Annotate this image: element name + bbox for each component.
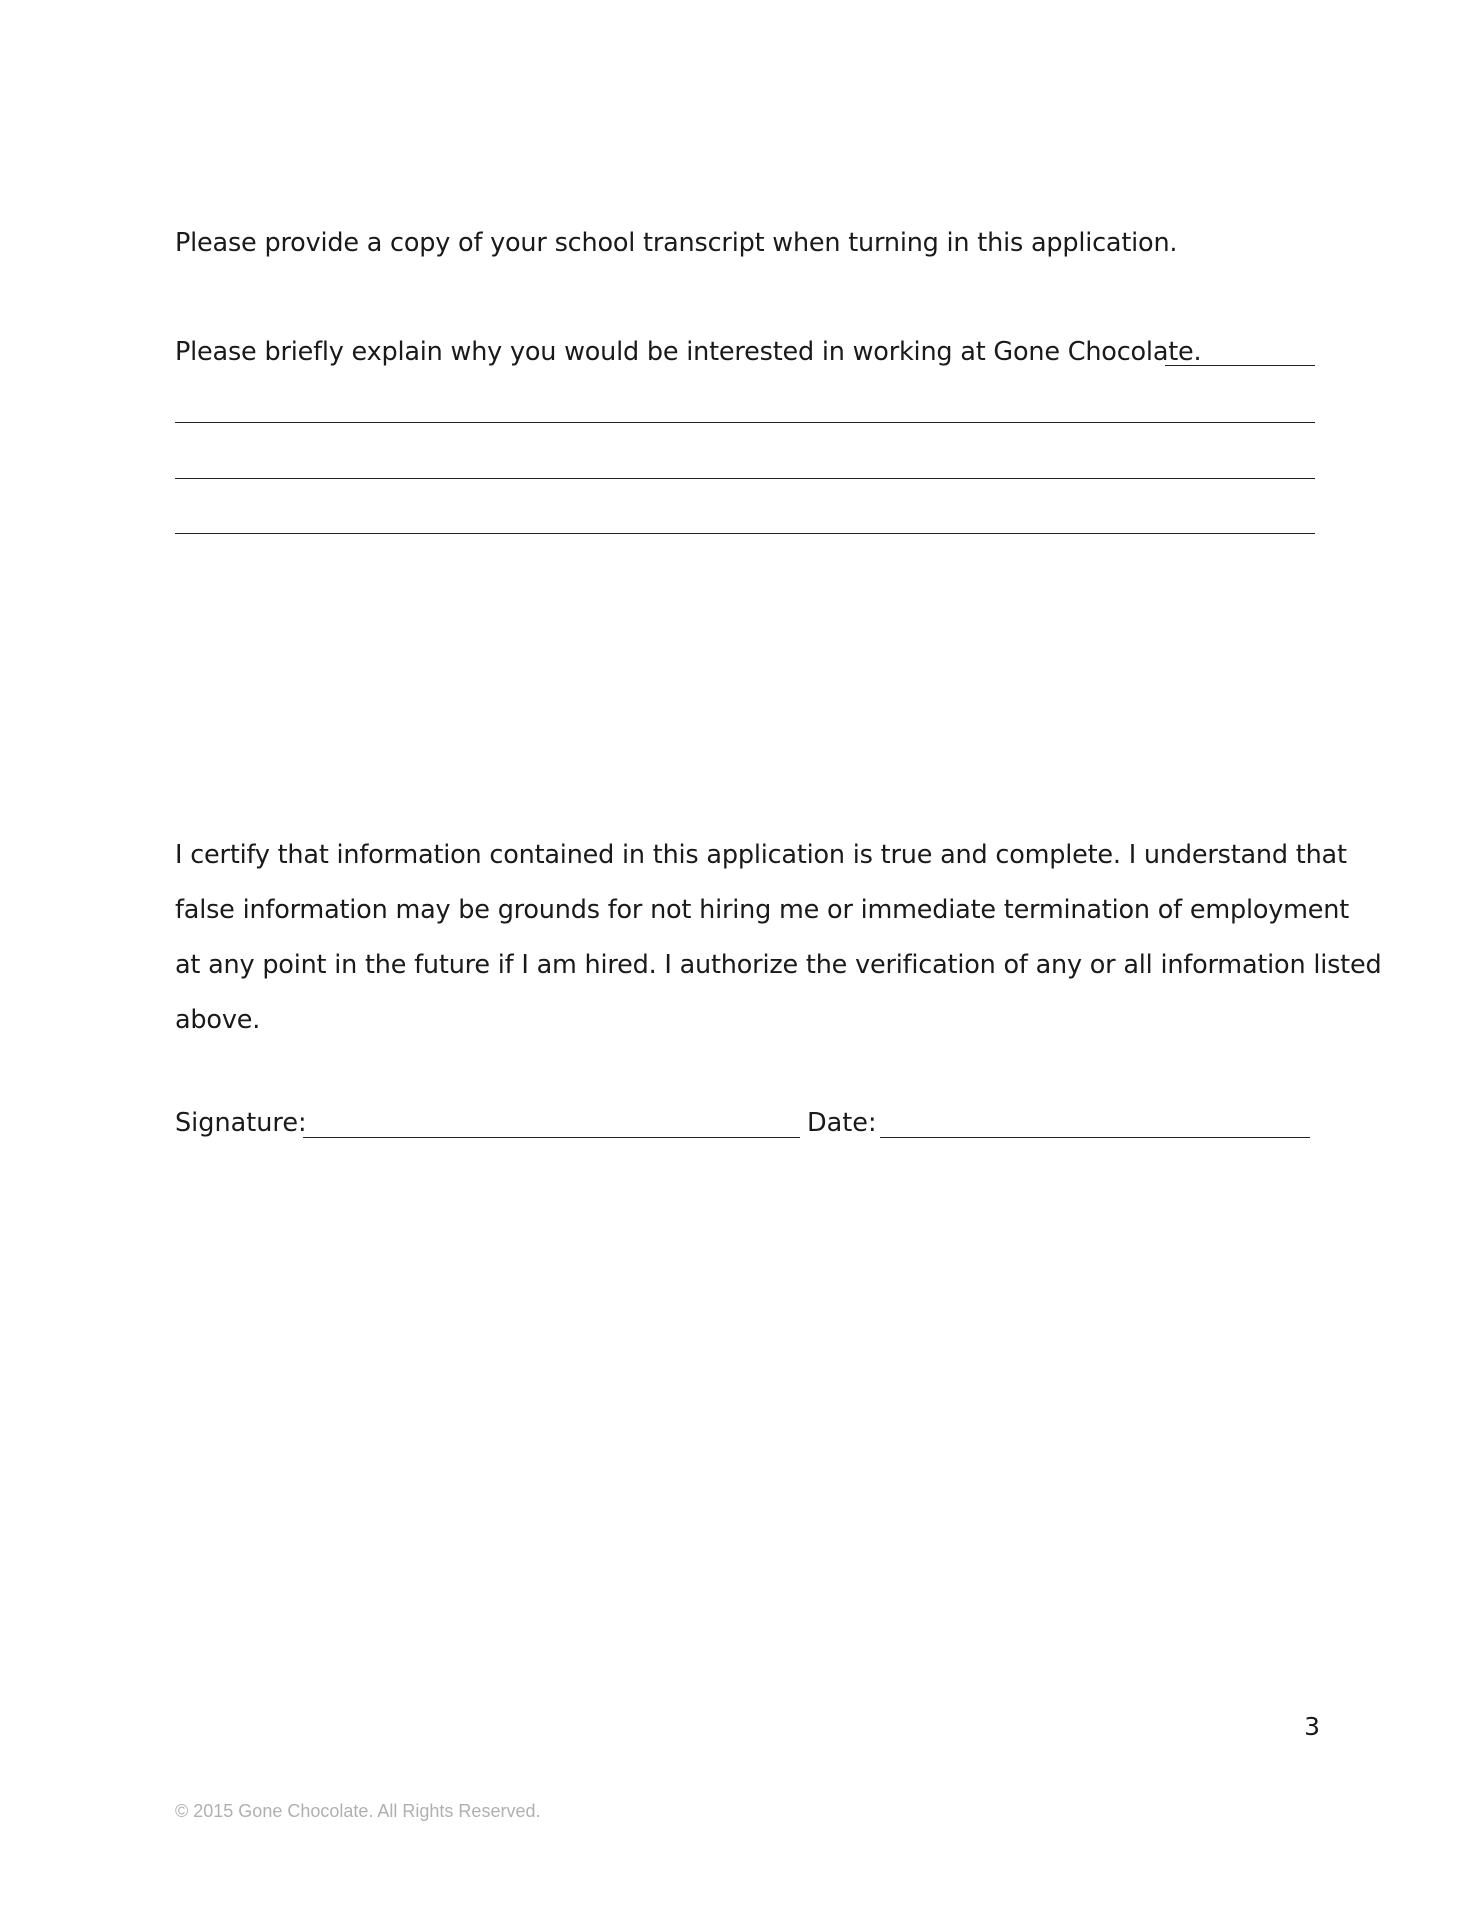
interest-answer-line-2[interactable]	[175, 478, 1315, 479]
signature-field[interactable]	[303, 1137, 800, 1138]
date-label: Date:	[807, 1108, 877, 1138]
certification-line-3: at any point in the future if I am hired. I authorize the verification of any or all information listed	[175, 950, 1382, 980]
certification-line-1: I certify that information contained in this application is true and complete. I understand that	[175, 840, 1347, 870]
interest-answer-blank-inline[interactable]	[1165, 365, 1315, 366]
certification-line-4: above.	[175, 1005, 261, 1035]
interest-question: Please briefly explain why you would be interested in working at Gone Chocolate.	[175, 337, 1202, 367]
transcript-instruction: Please provide a copy of your school transcript when turning in this application.	[175, 228, 1178, 258]
date-field[interactable]	[880, 1137, 1310, 1138]
certification-paragraph	[175, 828, 1382, 1048]
signature-label: Signature:	[175, 1108, 307, 1138]
interest-answer-line-1[interactable]	[175, 422, 1315, 423]
interest-answer-line-3[interactable]	[175, 533, 1315, 534]
certification-line-2: false information may be grounds for not hiring me or immediate termination of employment	[175, 895, 1350, 925]
copyright-notice: © 2015 Gone Chocolate. All Rights Reserved.	[175, 1801, 541, 1821]
page-number: 3	[1304, 1712, 1320, 1741]
